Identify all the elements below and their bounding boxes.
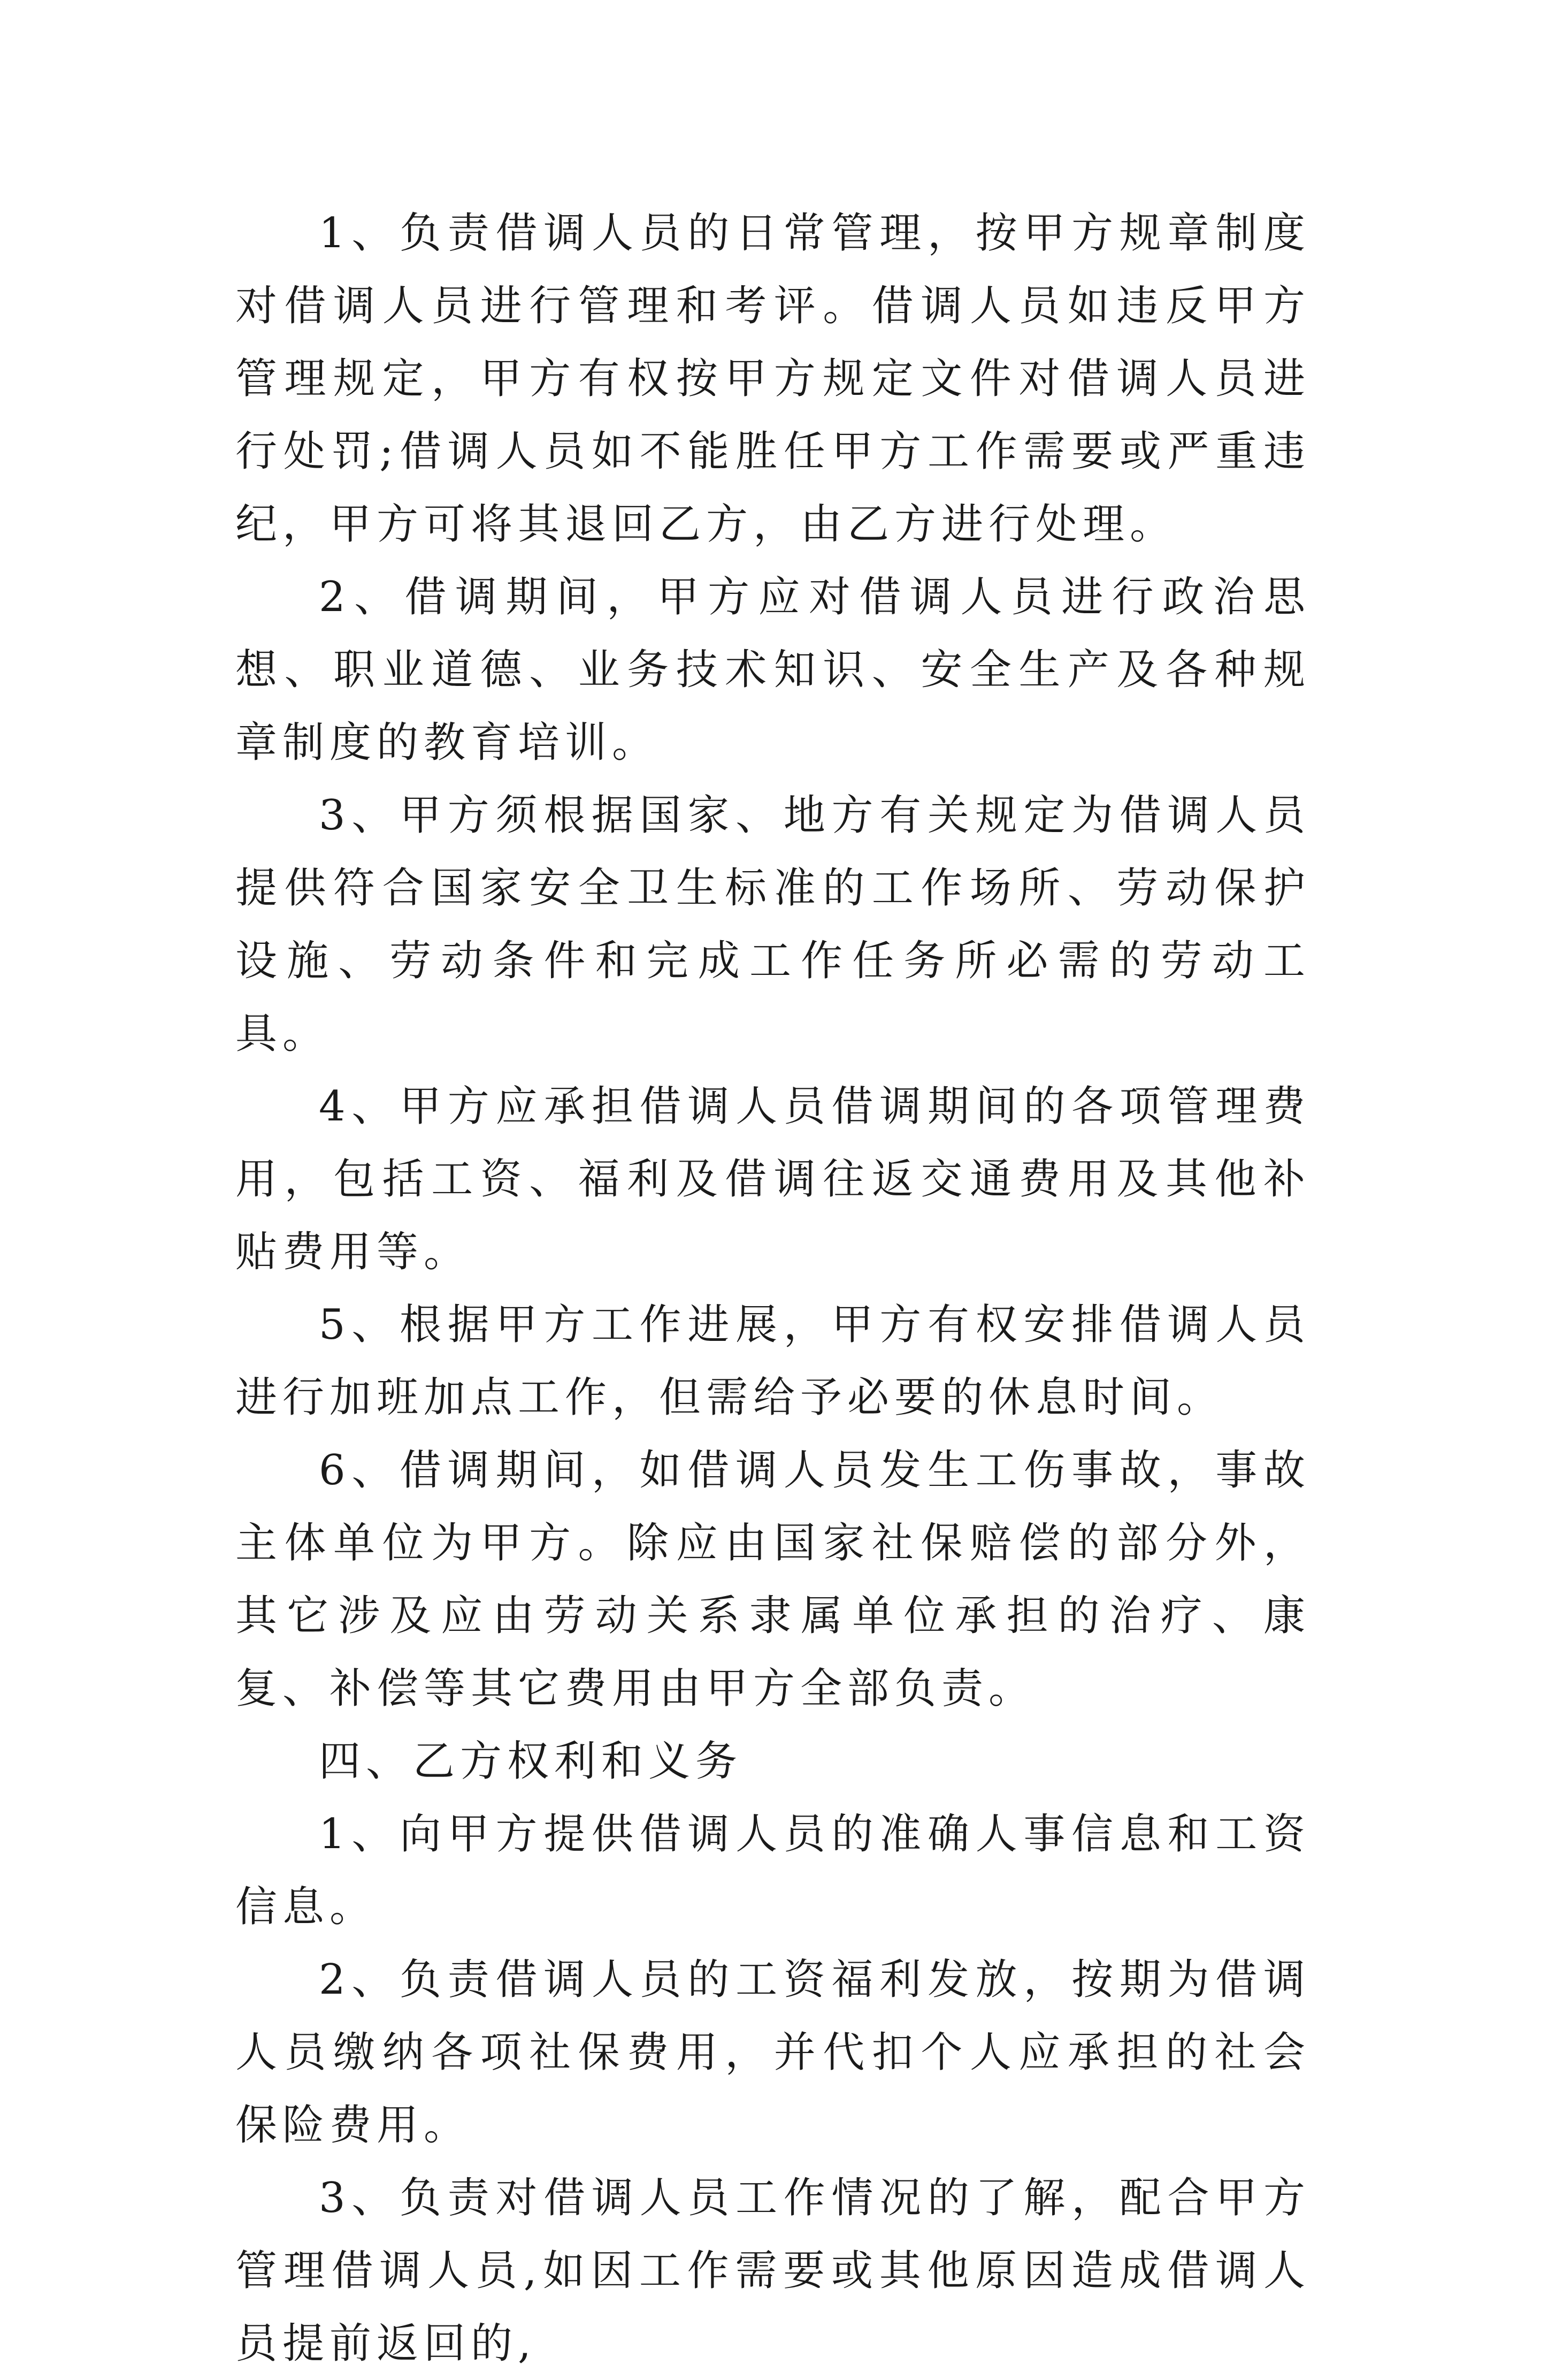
paragraph-5: 5、根据甲方工作进展，甲方有权安排借调人员进行加班加点工作，但需给予必要的休息时间。 <box>235 1301 1311 1422</box>
paragraph-6: 6、借调期间，如借调人员发生工伤事故，事故主体单位为甲方。除应由国家社保赔偿的部分外，其它涉及应由劳动关系隶属单位承担的治疗、康复、补偿等其它费用由甲方全部负责。 <box>235 1446 1311 1713</box>
paragraph-9: 3、负责对借调人员工作情况的了解，配合甲方管理借调人员,如因工作需要或其他原因造成借调人员提前返回的, <box>235 2174 1311 2368</box>
paragraph-7: 1、向甲方提供借调人员的准确人事信息和工资信息。 <box>235 1810 1311 1931</box>
section-heading: 四、乙方权利和义务 <box>319 1737 743 1786</box>
paragraph-3: 3、甲方须根据国家、地方有关规定为借调人员提供符合国家安全卫生标准的工作场所、劳动保护设施、劳动条件和完成工作任务所必需的劳动工具。 <box>235 791 1311 1058</box>
paragraph-8: 2、负责借调人员的工资福利发放，按期为借调人员缴纳各项社保费用，并代扣个人应承担的社会保险费用。 <box>235 1956 1311 2149</box>
document-body <box>235 197 1311 2380</box>
paragraph-1: 1、负责借调人员的日常管理，按甲方规章制度对借调人员进行管理和考评。借调人员如违反甲方管理规定，甲方有权按甲方规定文件对借调人员进行处罚;借调人员如不能胜任甲方工作需要或严重违纪，甲方可将其退回乙方，由乙方进行处理。 <box>235 209 1311 548</box>
paragraph-4: 4、甲方应承担借调人员借调期间的各项管理费用，包括工资、福利及借调往返交通费用及其他补贴费用等。 <box>235 1082 1311 1276</box>
paragraph-2: 2、借调期间，甲方应对借调人员进行政治思想、职业道德、业务技术知识、安全生产及各种规章制度的教育培训。 <box>235 573 1311 767</box>
